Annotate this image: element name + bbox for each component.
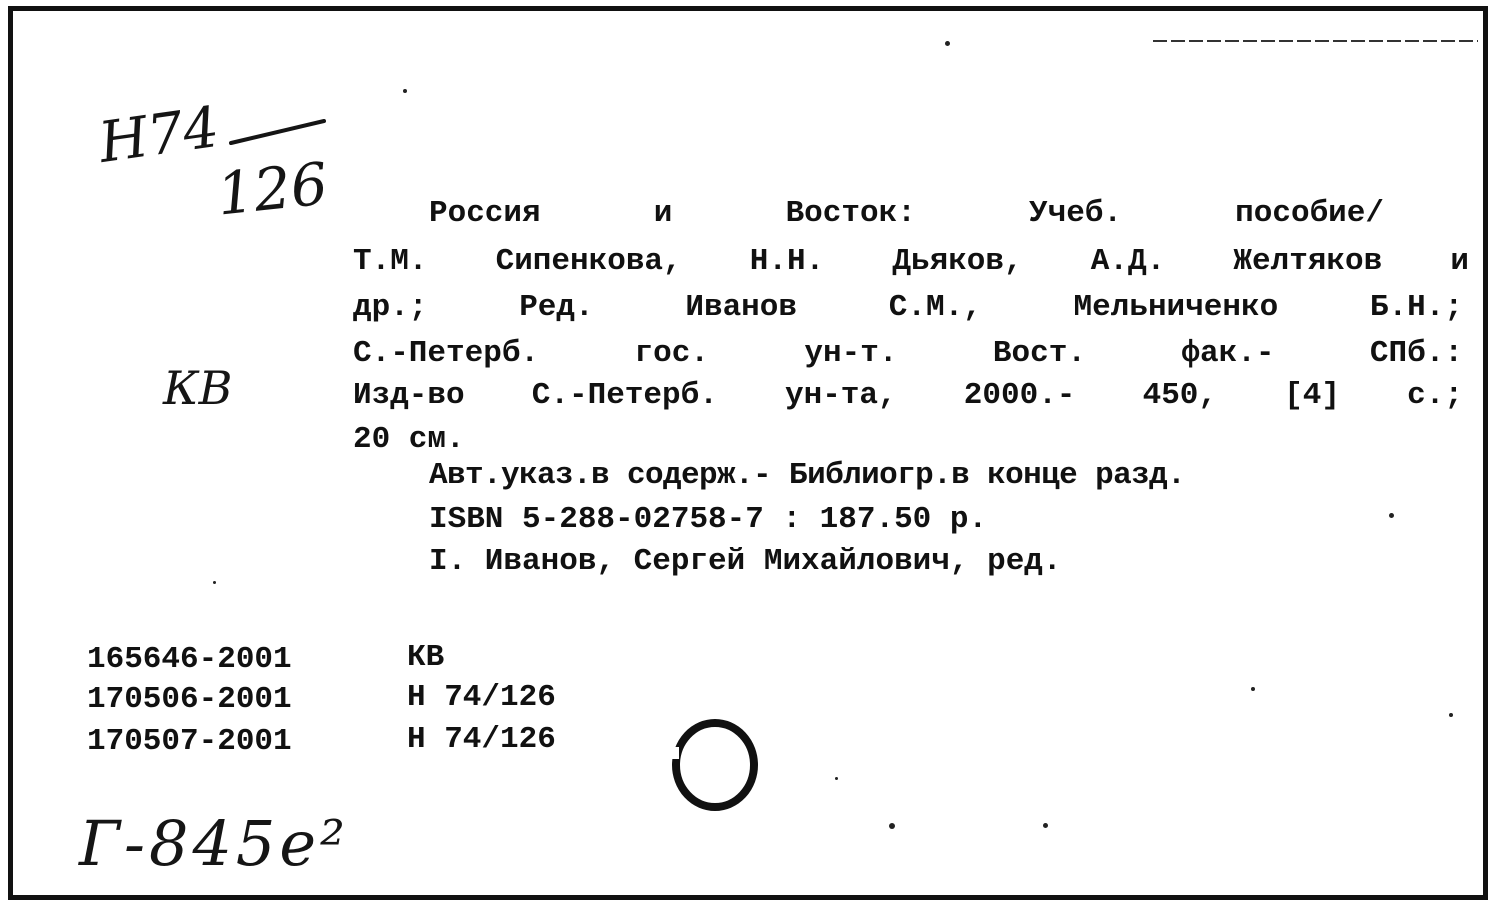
scan-speck	[835, 777, 838, 780]
scan-speck	[213, 581, 216, 584]
scan-speck	[1449, 713, 1453, 717]
holding-inventory: 165646-2001	[87, 642, 292, 677]
scan-speck	[889, 823, 895, 829]
entry-note: Авт.указ.в содерж.- Библиогр.в конце разд.	[429, 458, 1186, 493]
entry-line-6: 20 см.	[353, 422, 465, 457]
entry-added: I. Иванов, Сергей Михайлович, ред.	[429, 544, 1062, 579]
catalog-card	[8, 6, 1488, 900]
stamp-ring-mark	[659, 711, 779, 831]
entry-line-3: др.; Ред. Иванов С.М., Мельниченко Б.Н.;	[353, 290, 1463, 325]
shelf-mark-divider	[229, 113, 349, 153]
scan-edge-line	[1153, 37, 1483, 47]
holding-inventory: 170507-2001	[87, 724, 292, 759]
holding-location: КВ	[407, 640, 445, 675]
entry-line-1: Россия и Восток: Учеб. пособие/	[429, 196, 1384, 231]
holding-location: Н 74/126	[407, 680, 556, 715]
entry-isbn: ISBN 5-288-02758-7 : 187.50 р.	[429, 502, 988, 537]
scan-speck	[403, 89, 407, 93]
scan-speck	[945, 41, 950, 46]
scan-speck	[1043, 823, 1048, 828]
entry-line-4: С.-Петерб. гос. ун-т. Вост. фак.- СПб.:	[353, 336, 1463, 371]
shelf-mark-bottom: 126	[213, 149, 331, 229]
handwritten-inventory-note: Г-845е²	[79, 807, 349, 880]
handwritten-shelf-mark	[95, 94, 359, 233]
shelf-mark-top: Н74	[95, 94, 224, 177]
handwritten-collection-mark: КВ	[163, 361, 233, 415]
entry-line-5: Изд-во С.-Петерб. ун-та, 2000.- 450, [4] с.;	[353, 378, 1463, 413]
holding-inventory: 170506-2001	[87, 682, 292, 717]
scan-speck	[1389, 513, 1394, 518]
entry-line-2: Т.М. Сипенкова, Н.Н. Дьяков, А.Д. Желтяков и	[353, 244, 1469, 279]
holding-location: Н 74/126	[407, 722, 556, 757]
scan-speck	[1251, 687, 1255, 691]
